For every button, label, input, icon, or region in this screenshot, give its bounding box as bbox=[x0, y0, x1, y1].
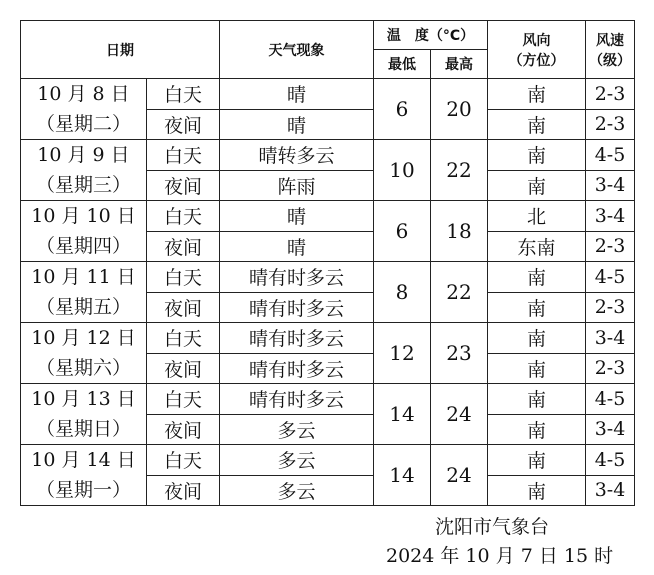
period-cell: 夜间 bbox=[147, 170, 220, 201]
wind-speed-cell: 4-5 bbox=[586, 445, 635, 476]
high-temp-cell: 20 bbox=[431, 79, 488, 140]
header-phenomenon: 天气现象 bbox=[220, 21, 374, 79]
weekday-label: （星期一） bbox=[35, 479, 131, 501]
date-cell bbox=[21, 262, 147, 323]
period-cell: 白天 bbox=[147, 445, 220, 476]
phenomenon-cell: 晴有时多云 bbox=[220, 323, 374, 354]
wind-direction-cell: 南 bbox=[488, 262, 586, 293]
wind-speed-cell: 2-3 bbox=[586, 109, 635, 140]
wind-direction-cell: 南 bbox=[488, 140, 586, 171]
header-low: 最低 bbox=[374, 50, 431, 79]
low-temp-cell: 14 bbox=[374, 445, 431, 506]
header-wind-direction bbox=[488, 21, 586, 79]
date-cell bbox=[21, 384, 147, 445]
date-label: 10 月 8 日 bbox=[37, 83, 130, 105]
header-wind-direction-label: 风向 bbox=[522, 32, 551, 49]
table-header bbox=[21, 21, 635, 79]
high-temp-cell: 22 bbox=[431, 262, 488, 323]
table-row-day bbox=[21, 384, 635, 415]
high-temp-cell: 18 bbox=[431, 201, 488, 262]
period-cell: 白天 bbox=[147, 201, 220, 232]
weekday-label: （星期日） bbox=[35, 418, 131, 440]
wind-direction-cell: 南 bbox=[488, 109, 586, 140]
wind-speed-cell: 2-3 bbox=[586, 231, 635, 262]
date-label: 10 月 9 日 bbox=[37, 144, 130, 166]
high-temp-cell: 24 bbox=[431, 445, 488, 506]
wind-direction-cell: 南 bbox=[488, 323, 586, 354]
weekday-label: （星期五） bbox=[35, 296, 131, 318]
date-cell bbox=[21, 445, 147, 506]
date-label: 10 月 12 日 bbox=[31, 327, 136, 349]
wind-speed-cell: 2-3 bbox=[586, 353, 635, 384]
issue-time: 2024 年 10 月 7 日 15 时 bbox=[386, 545, 614, 567]
phenomenon-cell: 晴有时多云 bbox=[220, 353, 374, 384]
table-row-day bbox=[21, 445, 635, 476]
date-label: 10 月 13 日 bbox=[31, 388, 136, 410]
date-label: 10 月 11 日 bbox=[31, 266, 136, 288]
wind-speed-cell: 3-4 bbox=[586, 201, 635, 232]
phenomenon-cell: 阵雨 bbox=[220, 170, 374, 201]
period-cell: 夜间 bbox=[147, 109, 220, 140]
weekday-label: （星期二） bbox=[35, 113, 131, 135]
table-row-day bbox=[21, 79, 635, 110]
wind-direction-cell: 南 bbox=[488, 384, 586, 415]
phenomenon-cell: 晴有时多云 bbox=[220, 292, 374, 323]
period-cell: 夜间 bbox=[147, 231, 220, 262]
period-cell: 夜间 bbox=[147, 292, 220, 323]
low-temp-cell: 12 bbox=[374, 323, 431, 384]
phenomenon-cell: 晴 bbox=[220, 201, 374, 232]
weekday-label: （星期三） bbox=[35, 174, 131, 196]
wind-direction-cell: 南 bbox=[488, 353, 586, 384]
phenomenon-cell: 多云 bbox=[220, 475, 374, 506]
wind-direction-cell: 南 bbox=[488, 475, 586, 506]
period-cell: 白天 bbox=[147, 79, 220, 110]
forecast-table bbox=[20, 20, 635, 506]
low-temp-cell: 10 bbox=[374, 140, 431, 201]
table-row-day bbox=[21, 140, 635, 171]
wind-speed-cell: 3-4 bbox=[586, 170, 635, 201]
low-temp-cell: 6 bbox=[374, 79, 431, 140]
phenomenon-cell: 晴 bbox=[220, 79, 374, 110]
period-cell: 白天 bbox=[147, 262, 220, 293]
header-temperature: 温 度（°C） bbox=[374, 21, 488, 50]
table-row-day bbox=[21, 323, 635, 354]
phenomenon-cell: 多云 bbox=[220, 445, 374, 476]
period-cell: 白天 bbox=[147, 140, 220, 171]
wind-speed-cell: 2-3 bbox=[586, 79, 635, 110]
period-cell: 夜间 bbox=[147, 353, 220, 384]
header-date: 日期 bbox=[21, 21, 220, 79]
period-cell: 白天 bbox=[147, 323, 220, 354]
forecast-body bbox=[21, 79, 635, 506]
header-wind-speed-unit: （级） bbox=[589, 52, 631, 69]
table-row-day bbox=[21, 262, 635, 293]
wind-speed-cell: 3-4 bbox=[586, 475, 635, 506]
wind-speed-cell: 2-3 bbox=[586, 292, 635, 323]
phenomenon-cell: 晴有时多云 bbox=[220, 384, 374, 415]
wind-speed-cell: 3-4 bbox=[586, 323, 635, 354]
phenomenon-cell: 晴 bbox=[220, 109, 374, 140]
date-cell bbox=[21, 201, 147, 262]
wind-direction-cell: 南 bbox=[488, 414, 586, 445]
date-label: 10 月 10 日 bbox=[31, 205, 136, 227]
phenomenon-cell: 多云 bbox=[220, 414, 374, 445]
phenomenon-cell: 晴有时多云 bbox=[220, 262, 374, 293]
period-cell: 夜间 bbox=[147, 414, 220, 445]
issuing-station: 沈阳市气象台 bbox=[435, 516, 550, 538]
header-wind-speed-label: 风速 bbox=[596, 32, 624, 49]
period-cell: 夜间 bbox=[147, 475, 220, 506]
table-row-day bbox=[21, 201, 635, 232]
wind-direction-cell: 南 bbox=[488, 292, 586, 323]
weekday-label: （星期六） bbox=[35, 357, 131, 379]
phenomenon-cell: 晴 bbox=[220, 231, 374, 262]
wind-speed-cell: 4-5 bbox=[586, 262, 635, 293]
wind-direction-cell: 南 bbox=[488, 445, 586, 476]
date-cell bbox=[21, 79, 147, 140]
low-temp-cell: 6 bbox=[374, 201, 431, 262]
wind-speed-cell: 4-5 bbox=[586, 384, 635, 415]
date-cell bbox=[21, 140, 147, 201]
low-temp-cell: 14 bbox=[374, 384, 431, 445]
date-label: 10 月 14 日 bbox=[31, 449, 136, 471]
wind-direction-cell: 南 bbox=[488, 79, 586, 110]
phenomenon-cell: 晴转多云 bbox=[220, 140, 374, 171]
high-temp-cell: 24 bbox=[431, 384, 488, 445]
header-high: 最高 bbox=[431, 50, 488, 79]
weekday-label: （星期四） bbox=[35, 235, 131, 257]
low-temp-cell: 8 bbox=[374, 262, 431, 323]
high-temp-cell: 22 bbox=[431, 140, 488, 201]
wind-direction-cell: 东南 bbox=[488, 231, 586, 262]
wind-direction-cell: 南 bbox=[488, 170, 586, 201]
high-temp-cell: 23 bbox=[431, 323, 488, 384]
header-wind-speed bbox=[586, 21, 635, 79]
wind-speed-cell: 3-4 bbox=[586, 414, 635, 445]
wind-direction-cell: 北 bbox=[488, 201, 586, 232]
wind-speed-cell: 4-5 bbox=[586, 140, 635, 171]
date-cell bbox=[21, 323, 147, 384]
period-cell: 白天 bbox=[147, 384, 220, 415]
header-wind-direction-unit: （方位） bbox=[508, 52, 565, 69]
